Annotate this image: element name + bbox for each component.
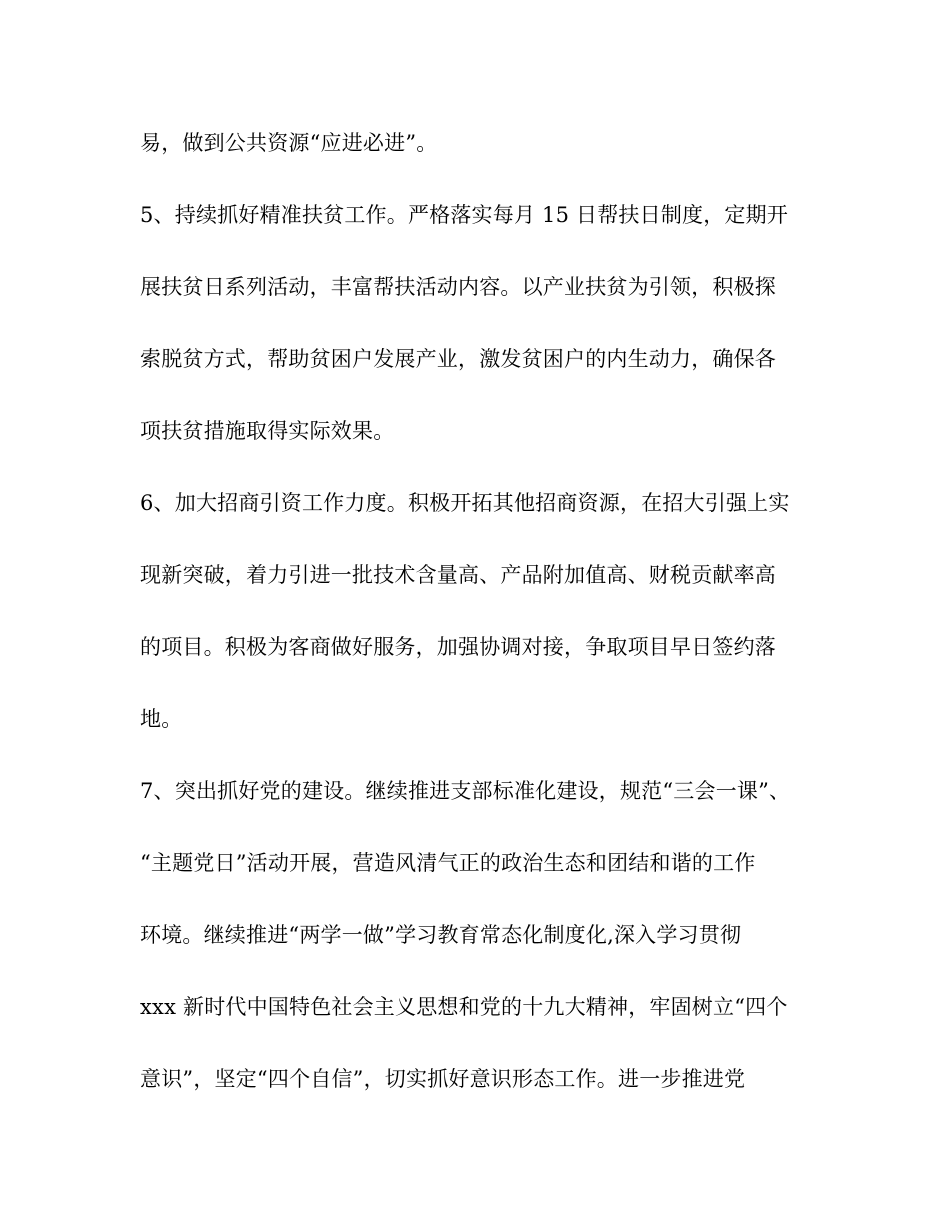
text-line: 环境。继续推进“两学一做”学习教育常态化制度化,深入学习贯彻	[140, 923, 742, 947]
text-line: 7、突出抓好党的建设。继续推进支部标准化建设，规范“三会一课”、	[140, 779, 791, 803]
text-line: 地。	[140, 707, 183, 731]
text-line: 意识”，坚定“四个自信”，切实抓好意识形态工作。进一步推进党	[140, 1067, 746, 1091]
text-line: 5、持续抓好精准扶贫工作。严格落实每月 15 日帮扶日制度，定期开	[140, 203, 789, 227]
text-line: “主题党日”活动开展，营造风清气正的政治生态和团结和谐的工作	[140, 851, 756, 875]
text-line: 6、加大招商引资工作力度。积极开拓其他招商资源，在招大引强上实	[140, 491, 790, 515]
text-line: 现新突破，着力引进一批技术含量高、产品附加值高、财税贡献率高	[140, 563, 776, 587]
text-line: 展扶贫日系列活动，丰富帮扶活动内容。以产业扶贫为引领，积极探	[140, 275, 776, 299]
text-line: xxx 新时代中国特色社会主义思想和党的十九大精神，牢固树立“四个	[140, 995, 788, 1019]
text-line: 项扶贫措施取得实际效果。	[140, 419, 395, 443]
text-line: 索脱贫方式，帮助贫困户发展产业，激发贫困户的内生动力，确保各	[140, 347, 776, 371]
text-line: 易，做到公共资源“应进必进”。	[140, 131, 438, 155]
text-line: 的项目。积极为客商做好服务，加强协调对接，争取项目早日签约落	[140, 635, 776, 659]
